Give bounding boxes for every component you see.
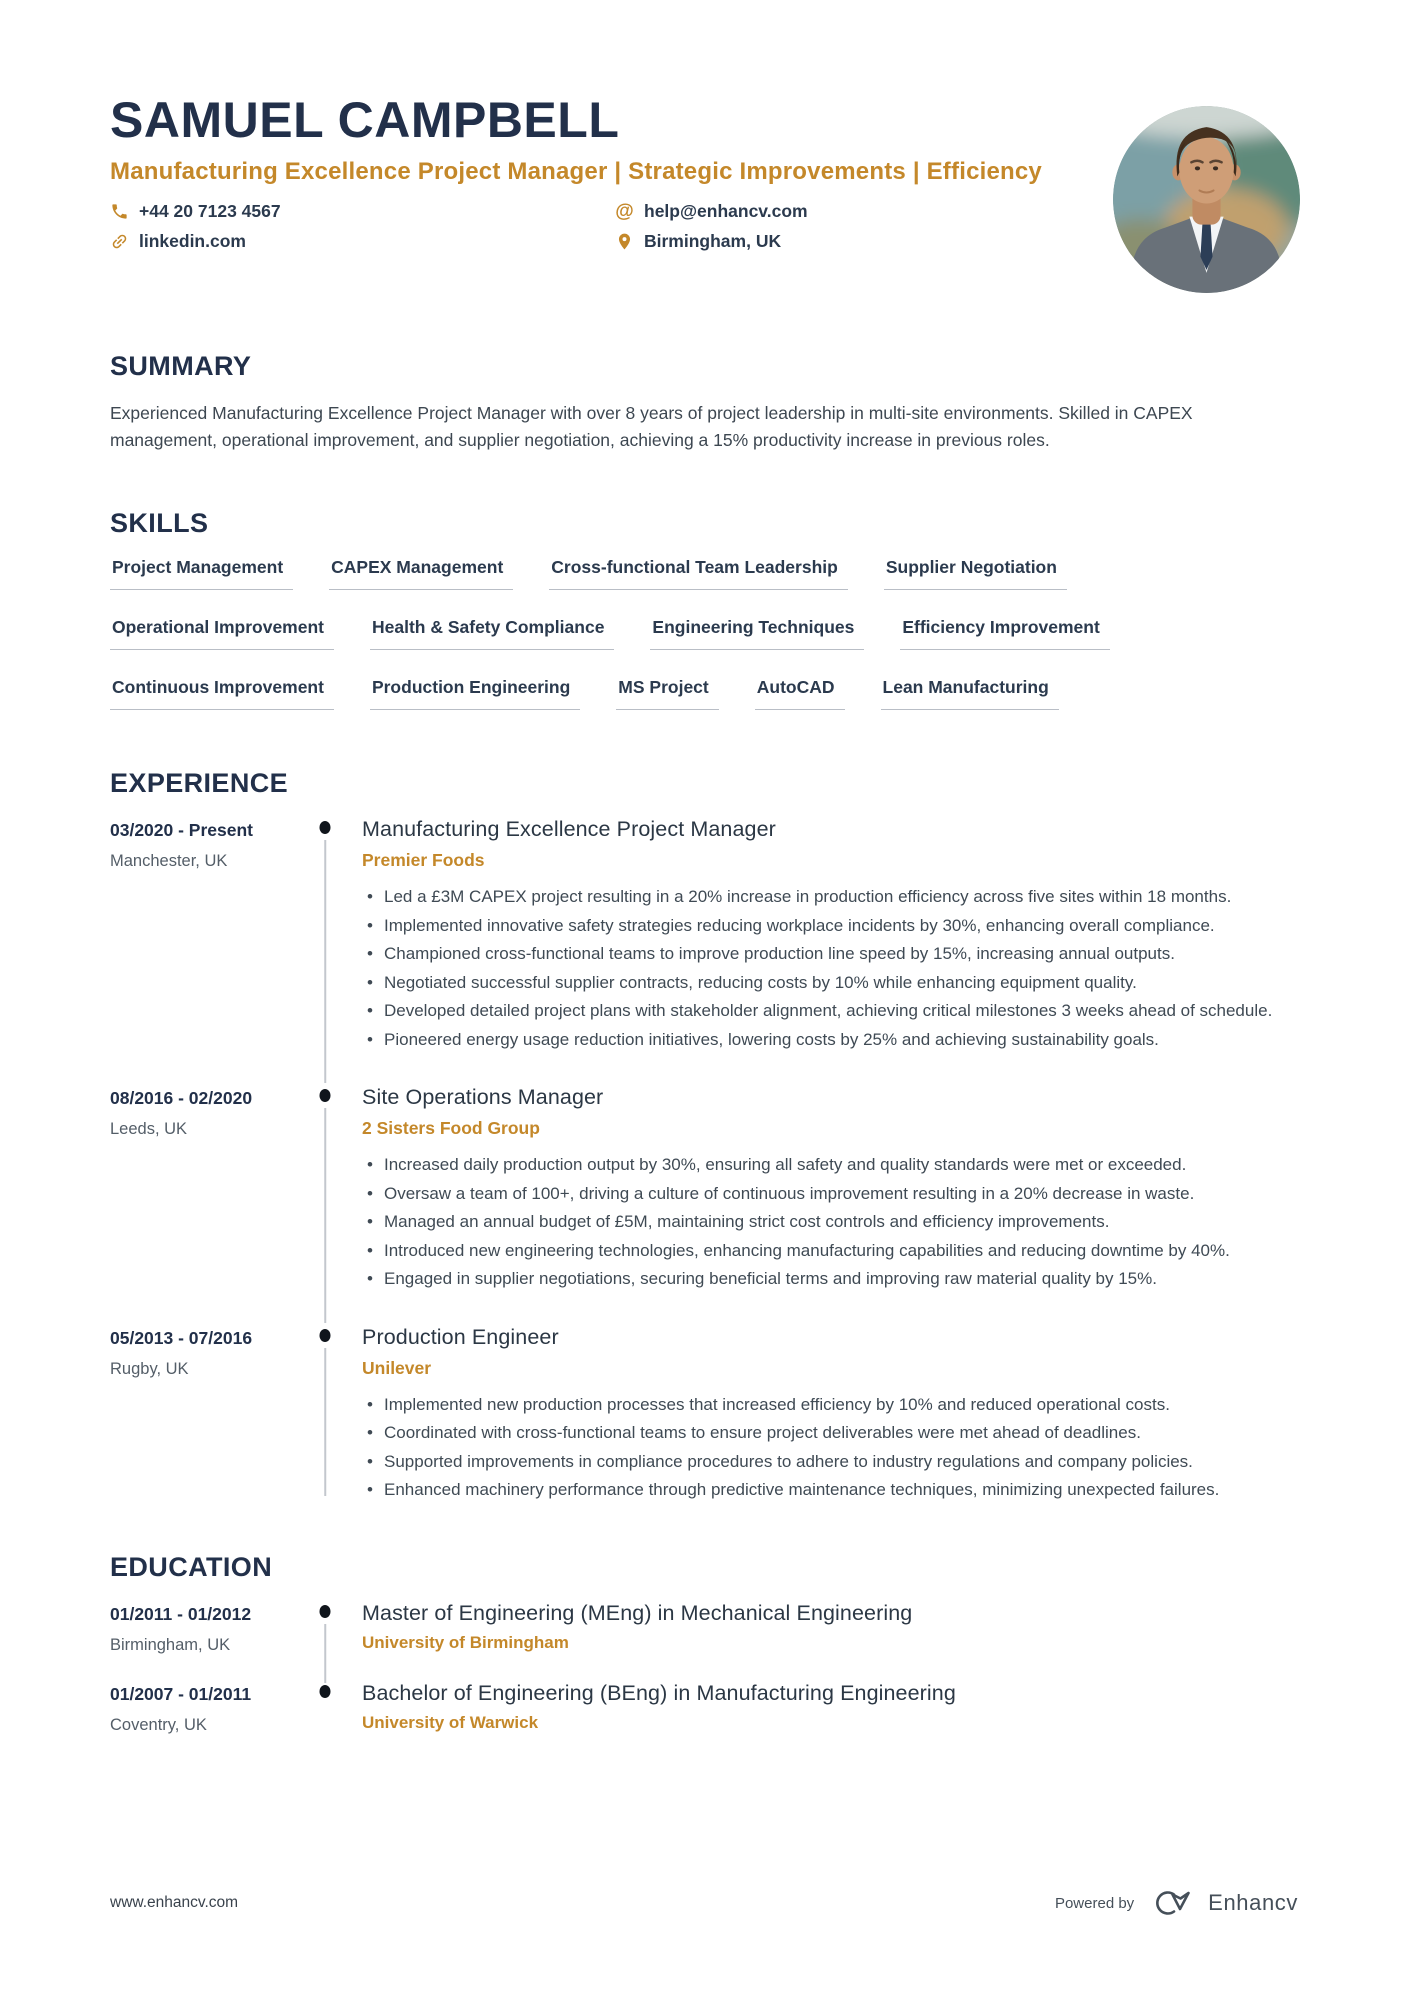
education-dates: 01/2011 - 01/2012 xyxy=(110,1603,252,1624)
achievement-bullet: • Enhanced machinery performance through predictive maintenance techniques, minimizing unexpected failures. xyxy=(362,1477,1292,1503)
entry-body xyxy=(362,1325,1300,1506)
skills-row xyxy=(110,617,1300,650)
timeline-marker xyxy=(288,1085,362,1295)
skills-section xyxy=(110,508,1300,710)
skill-item: Project Management xyxy=(110,557,293,590)
link-icon xyxy=(110,232,129,251)
summary-section xyxy=(110,351,1300,454)
skills-heading: SKILLS xyxy=(110,508,209,539)
school-name: University of Warwick xyxy=(362,1712,539,1732)
entry-body xyxy=(362,1085,1300,1295)
job-dates: 08/2016 - 02/2020 xyxy=(110,1088,253,1109)
phone-icon xyxy=(110,202,129,221)
job-title: Production Engineer xyxy=(362,1324,559,1349)
job-dates: 03/2020 - Present xyxy=(110,820,254,841)
education-entry xyxy=(110,1601,1300,1655)
education-entries xyxy=(110,1601,1300,1735)
experience-entries xyxy=(110,817,1300,1506)
job-dates: 05/2013 - 07/2016 xyxy=(110,1327,253,1348)
education-section xyxy=(110,1552,1300,1735)
job-title: Manufacturing Excellence Project Manager xyxy=(362,817,776,842)
achievement-bullet: • Managed an annual budget of £5M, maintaining strict cost controls and efficiency improvements. xyxy=(362,1209,1292,1235)
skill-item: Efficiency Improvement xyxy=(900,617,1109,650)
entry-body xyxy=(362,1601,1300,1655)
skill-item: Cross-functional Team Leadership xyxy=(549,557,848,590)
job-title: Site Operations Manager xyxy=(362,1085,604,1110)
timeline-dot xyxy=(320,1685,331,1698)
timeline-marker xyxy=(288,1601,362,1655)
skill-item: Operational Improvement xyxy=(110,617,334,650)
achievement-bullet: • Championed cross-functional teams to improve production line speed by 15%, increasing annual outputs. xyxy=(362,941,1292,967)
achievement-bullet: • Coordinated with cross-functional teams to ensure project deliverables were met ahead of deadlines. xyxy=(362,1420,1292,1446)
entry-meta xyxy=(110,817,288,1055)
experience-entry xyxy=(110,817,1300,1055)
skill-item: Health & Safety Compliance xyxy=(370,617,614,650)
job-company: 2 Sisters Food Group xyxy=(362,1118,540,1139)
powered-by-label: Powered by xyxy=(1054,1894,1135,1912)
education-location: Birmingham, UK xyxy=(110,1635,231,1654)
job-bullets xyxy=(362,884,1300,1052)
entry-meta xyxy=(110,1601,288,1655)
skill-item: Engineering Techniques xyxy=(650,617,864,650)
achievement-bullet: • Pioneered energy usage reduction initiatives, lowering costs by 25% and achieving sustainability goals. xyxy=(362,1027,1292,1053)
entry-meta xyxy=(110,1681,288,1735)
skill-item: Production Engineering xyxy=(370,677,580,710)
job-location: Rugby, UK xyxy=(110,1359,189,1378)
experience-entry xyxy=(110,1085,1300,1295)
enhancv-logo-icon xyxy=(1150,1888,1192,1918)
contact-email[interactable] xyxy=(615,201,1042,222)
contact-email-value[interactable]: help@enhancv.com xyxy=(644,200,808,221)
achievement-bullet: • Developed detailed project plans with stakeholder alignment, achieving critical milestones 3 weeks ahead of schedule. xyxy=(362,998,1292,1024)
job-bullets xyxy=(362,1152,1300,1292)
achievement-bullet: • Supported improvements in compliance procedures to adhere to industry regulations and company policies. xyxy=(362,1449,1292,1475)
timeline-marker xyxy=(288,817,362,1055)
timeline-dot xyxy=(320,1605,331,1618)
achievement-bullet: • Increased daily production output by 30%, ensuring all safety and quality standards were met or exceeded. xyxy=(362,1152,1292,1178)
education-heading: EDUCATION xyxy=(110,1551,273,1582)
job-company: Unilever xyxy=(362,1357,432,1378)
achievement-bullet: • Negotiated successful supplier contracts, reducing costs by 10% while enhancing equipment quality. xyxy=(362,970,1292,996)
experience-heading: EXPERIENCE xyxy=(110,768,289,799)
person-headline: Manufacturing Excellence Project Manager | Strategic Improvements | Efficiency xyxy=(110,157,1042,185)
contact-info xyxy=(110,201,1042,252)
location-pin-icon xyxy=(615,232,634,251)
skill-item: CAPEX Management xyxy=(329,557,513,590)
page-footer xyxy=(110,1888,1298,1918)
skill-item: Supplier Negotiation xyxy=(884,557,1067,590)
contact-linkedin-value[interactable]: linkedin.com xyxy=(139,230,246,251)
achievement-bullet: • Led a £3M CAPEX project resulting in a 20% increase in production efficiency across five sites within 18 months. xyxy=(362,884,1292,910)
summary-heading: SUMMARY xyxy=(110,351,252,381)
at-icon: @ xyxy=(615,200,634,222)
enhancv-site-link[interactable]: www.enhancv.com xyxy=(110,1894,239,1911)
contact-phone xyxy=(110,201,615,222)
contact-location xyxy=(615,231,1042,252)
skills-row xyxy=(110,557,1300,590)
job-location: Manchester, UK xyxy=(110,852,228,871)
education-dates: 01/2007 - 01/2011 xyxy=(110,1683,252,1704)
achievement-bullet: • Oversaw a team of 100+, driving a culture of continuous improvement resulting in a 20% decrease in waste. xyxy=(362,1181,1292,1207)
skill-item: Continuous Improvement xyxy=(110,677,334,710)
timeline-dot xyxy=(320,1089,331,1102)
job-location: Leeds, UK xyxy=(110,1120,188,1139)
contact-phone-value: +44 20 7123 4567 xyxy=(139,200,281,221)
education-location: Coventry, UK xyxy=(110,1715,207,1734)
timeline-marker xyxy=(288,1325,362,1506)
header-left xyxy=(110,94,1042,252)
skills-row xyxy=(110,677,1300,710)
person-name: SAMUEL CAMPBELL xyxy=(110,92,620,148)
job-company: Premier Foods xyxy=(362,850,485,871)
contact-location-value: Birmingham, UK xyxy=(644,230,782,251)
job-bullets xyxy=(362,1392,1300,1503)
entry-meta xyxy=(110,1085,288,1295)
degree-title: Bachelor of Engineering (BEng) in Manufacturing Engineering xyxy=(362,1680,956,1705)
skills-list xyxy=(110,557,1300,710)
skill-item: Lean Manufacturing xyxy=(881,677,1059,710)
entry-meta xyxy=(110,1325,288,1506)
degree-title: Master of Engineering (MEng) in Mechanical Engineering xyxy=(362,1600,913,1625)
skill-item: MS Project xyxy=(616,677,718,710)
timeline-dot xyxy=(320,1329,331,1342)
powered-by xyxy=(1055,1888,1298,1918)
education-entry xyxy=(110,1681,1300,1735)
contact-linkedin[interactable] xyxy=(110,231,615,252)
entry-body xyxy=(362,1681,1300,1735)
achievement-bullet: • Implemented innovative safety strategies reducing workplace incidents by 30%, enhancing overall compliance. xyxy=(362,913,1292,939)
timeline-marker xyxy=(288,1681,362,1735)
timeline-dot xyxy=(320,821,331,834)
skill-item: AutoCAD xyxy=(755,677,845,710)
school-name: University of Birmingham xyxy=(362,1632,569,1652)
achievement-bullet: • Engaged in supplier negotiations, securing beneficial terms and improving raw material quality by 15%. xyxy=(362,1266,1292,1292)
achievement-bullet: • Implemented new production processes that increased efficiency by 10% and reduced operational costs. xyxy=(362,1392,1292,1418)
experience-section xyxy=(110,768,1300,1506)
resume-header xyxy=(110,94,1300,293)
enhancv-brand-name: Enhancv xyxy=(1208,1890,1298,1915)
profile-photo xyxy=(1113,106,1300,293)
entry-body xyxy=(362,817,1300,1055)
summary-text: Experienced Manufacturing Excellence Project Manager with over 8 years of project leadership in multi-site environments. Skilled in CAPEX management, operational improvement, and supplier negotiation, achieving a 15% productivity increase in previous roles. xyxy=(110,403,1193,451)
achievement-bullet: • Introduced new engineering technologies, enhancing manufacturing capabilities and reducing downtime by 40%. xyxy=(362,1238,1292,1264)
experience-entry xyxy=(110,1325,1300,1506)
